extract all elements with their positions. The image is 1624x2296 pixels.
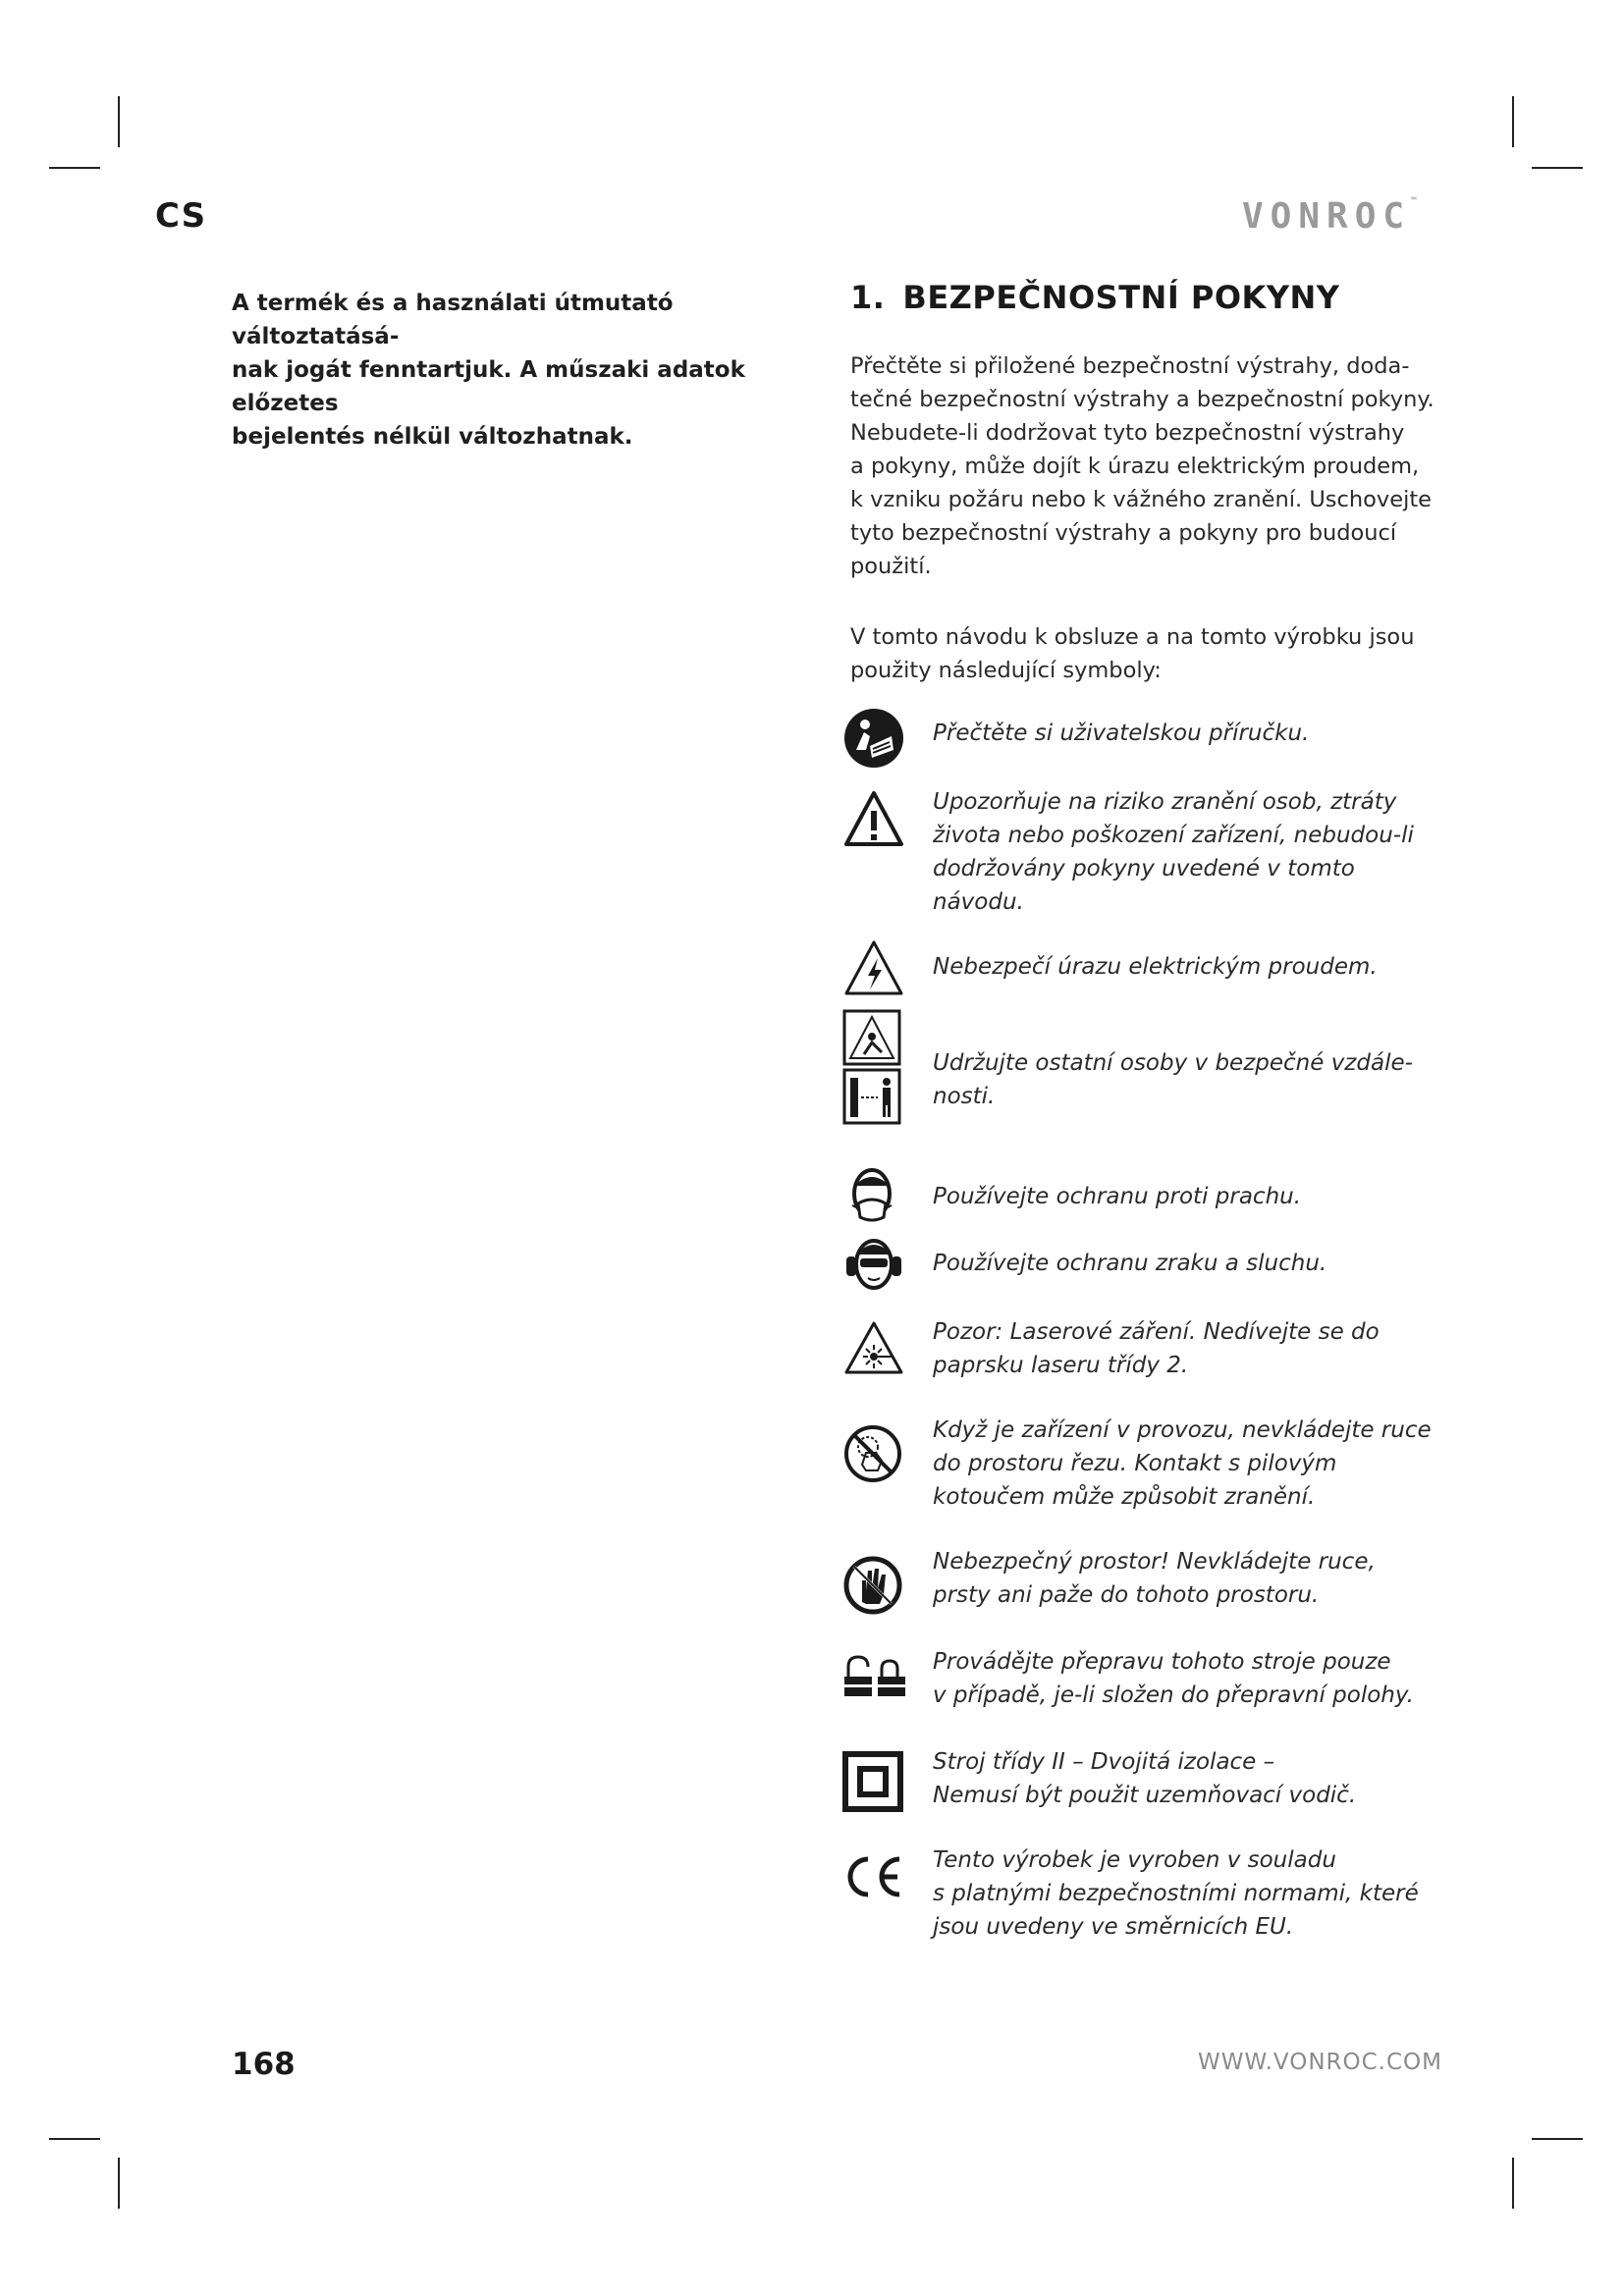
trademark-mark: ™: [1411, 196, 1418, 207]
intro-paragraph: Přečtěte si přiložené bezpečnostní výstrahy, doda- tečné bezpečnostní výstrahy a bezpečnostní pokyny. Nebudete-li dodržovat tyto bezpečnostní výstrahy a pokyny, může dojít k úrazu elektrickým proudem, k vzniku požáru nebo k vážného zranění. Uschovejte tyto bezpečnostní výstrahy a pokyny pro budoucí použití.: [850, 353, 1435, 579]
keep-distance-icon: [842, 1009, 901, 1125]
symbol-description: Upozorňuje na riziko zranění osob, ztráty života nebo poškození zařízení, nebudou-li dodržovány pokyny uvedené v tomto návodu.: [933, 789, 1414, 915]
crop-mark: [1512, 96, 1514, 147]
symbol-description: Nebezpečný prostor! Nevkládejte ruce, prsty ani paže do tohoto prostoru.: [933, 1549, 1376, 1608]
crop-mark: [1532, 167, 1583, 169]
no-hands-zone-icon: [842, 1555, 903, 1616]
symbol-description: Nebezpečí úrazu elektrickým proudem.: [933, 954, 1378, 980]
electric-shock-icon: [842, 938, 905, 997]
crop-mark: [1532, 2138, 1583, 2140]
laser-warning-icon: [842, 1319, 905, 1376]
brand-logo: [1242, 196, 1417, 237]
crop-mark: [1512, 2158, 1514, 2209]
symbols-intro-paragraph: V tomto návodu k obsluze a na tomto výrobku jsou použity následující symboly:: [850, 624, 1415, 683]
symbol-description: Používejte ochranu zraku a sluchu.: [933, 1251, 1327, 1276]
crop-mark: [49, 2138, 100, 2140]
section-title: BEZPEČNOSTNÍ POKYNY: [902, 279, 1340, 316]
transport-lock-icon: [842, 1653, 907, 1702]
symbol-description: Tento výrobek je vyroben v souladu s platnými bezpečnostními normami, které jsou uvedeny ve směrnicích EU.: [933, 1847, 1419, 1940]
left-note: A termék és a használati útmutató változtatásá- nak jogát fenntartjuk. A műszaki adatok előzetes bejelentés nélkül változhatnak.: [232, 291, 745, 450]
symbol-description: Přečtěte si uživatelskou příručku.: [933, 721, 1310, 746]
symbol-description: Provádějte přepravu tohoto stroje pouze v případě, je-li složen do přepravní polohy.: [933, 1649, 1414, 1708]
page-number: 168: [232, 2047, 296, 2082]
symbol-description: Když je zařízení v provozu, nevkládejte ruce do prostoru řezu. Kontakt s pilovým kotoučem může způsobit zranění.: [933, 1417, 1432, 1510]
read-manual-icon: [842, 707, 905, 770]
website-url: WWW.VONROC.COM: [1198, 2050, 1442, 2075]
language-code: CS: [155, 196, 207, 236]
no-hands-blade-icon: [842, 1423, 903, 1484]
symbol-description: Udržujte ostatní osoby v bezpečné vzdále- nosti.: [933, 1050, 1413, 1109]
section-number: 1.: [850, 279, 886, 316]
symbol-description: Stroj třídy II – Dvojitá izolace – Nemusí být použit uzemňovací vodič.: [933, 1749, 1357, 1808]
eye-ear-protection-icon: [842, 1233, 905, 1294]
symbol-description: Používejte ochranu proti prachu.: [933, 1184, 1302, 1209]
ce-mark-icon: [842, 1853, 905, 1900]
warning-icon: [842, 789, 905, 848]
section-heading: [850, 279, 1479, 316]
symbol-description: Pozor: Laserové záření. Nedívejte se do paprsku laseru třídy 2.: [933, 1319, 1380, 1378]
brand-name: VONROC: [1242, 196, 1412, 237]
dust-mask-icon: [842, 1166, 901, 1227]
double-insulation-icon: [842, 1751, 903, 1812]
crop-mark: [118, 2158, 120, 2209]
crop-mark: [118, 96, 120, 147]
crop-mark: [49, 167, 100, 169]
